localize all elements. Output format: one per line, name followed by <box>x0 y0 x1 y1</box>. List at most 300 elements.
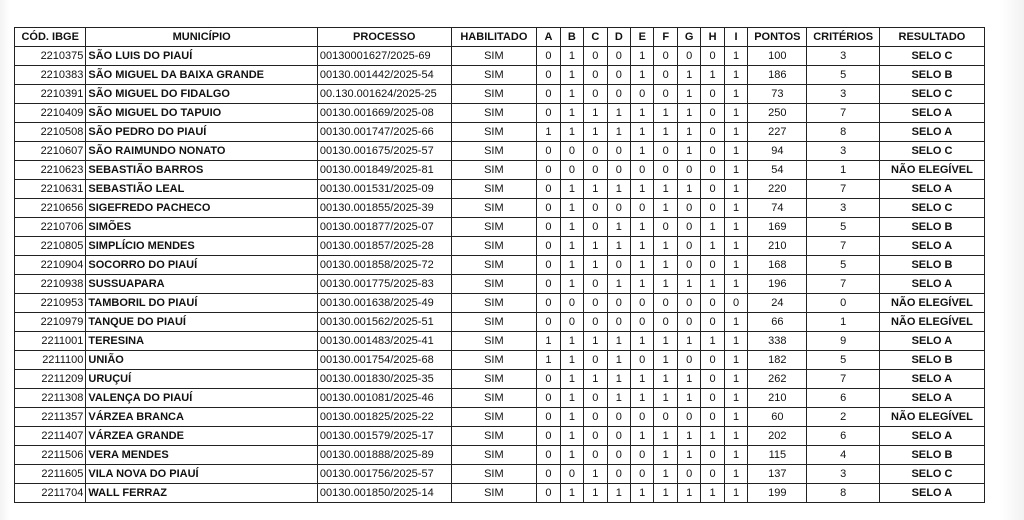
criterio-b-cell: 0 <box>560 313 583 332</box>
resultado-cell: SELO A <box>879 123 984 142</box>
criterios-count-cell: 0 <box>807 294 879 313</box>
habilitado-cell: SIM <box>451 123 537 142</box>
criterio-h-cell: 0 <box>701 161 724 180</box>
municipio-cell: URUÇUÍ <box>86 370 318 389</box>
criterio-e-cell: 1 <box>631 218 654 237</box>
processo-cell: 00130.001850/2025-14 <box>317 484 451 503</box>
processo-cell: 00130.001775/2025-83 <box>317 275 451 294</box>
criterio-d-cell: 0 <box>607 199 630 218</box>
processo-cell: 00130.001442/2025-54 <box>317 66 451 85</box>
criterio-e-cell: 0 <box>631 446 654 465</box>
cod-ibge-cell: 2211407 <box>15 427 86 446</box>
pontos-cell: 199 <box>748 484 807 503</box>
processo-cell: 00130.001756/2025-57 <box>317 465 451 484</box>
table-row <box>15 66 985 85</box>
criterio-b-cell: 1 <box>560 199 583 218</box>
table-row <box>15 123 985 142</box>
criterio-h-cell: 0 <box>701 408 724 427</box>
municipio-cell: SOCORRO DO PIAUÍ <box>86 256 318 275</box>
cod-ibge-cell: 2210631 <box>15 180 86 199</box>
table-row <box>15 351 985 370</box>
criterios-count-cell: 3 <box>807 465 879 484</box>
criterio-c-cell: 1 <box>584 256 607 275</box>
table-row <box>15 332 985 351</box>
criterio-f-cell: 1 <box>654 370 677 389</box>
table-row <box>15 199 985 218</box>
criterios-count-cell: 7 <box>807 275 879 294</box>
criterio-e-cell: 1 <box>631 370 654 389</box>
criterio-d-cell: 0 <box>607 85 630 104</box>
criterio-a-cell: 0 <box>537 389 560 408</box>
cod-ibge-cell: 2210409 <box>15 104 86 123</box>
criterio-i-cell: 1 <box>724 218 747 237</box>
criterio-i-cell: 1 <box>724 123 747 142</box>
criterio-i-cell: 1 <box>724 351 747 370</box>
criterio-a-cell: 0 <box>537 370 560 389</box>
criterio-h-cell: 1 <box>701 218 724 237</box>
criterio-b-cell: 1 <box>560 47 583 66</box>
pontos-cell: 210 <box>748 237 807 256</box>
criterio-f-cell: 0 <box>654 66 677 85</box>
criterio-h-cell: 0 <box>701 104 724 123</box>
table-row <box>15 256 985 275</box>
habilitado-cell: SIM <box>451 294 537 313</box>
criterio-f-cell: 1 <box>654 484 677 503</box>
criterio-f-cell: 1 <box>654 199 677 218</box>
municipio-cell: TAMBORIL DO PIAUÍ <box>86 294 318 313</box>
resultado-cell: SELO A <box>879 389 984 408</box>
criterio-f-cell: 1 <box>654 465 677 484</box>
resultado-cell: SELO B <box>879 66 984 85</box>
criterio-f-cell: 1 <box>654 256 677 275</box>
resultado-cell: NÃO ELEGÍVEL <box>879 161 984 180</box>
criterio-e-cell: 1 <box>631 484 654 503</box>
resultado-cell: SELO C <box>879 85 984 104</box>
criterio-h-cell: 0 <box>701 256 724 275</box>
habilitado-cell: SIM <box>451 370 537 389</box>
resultado-cell: SELO B <box>879 446 984 465</box>
criterio-g-cell: 0 <box>677 408 700 427</box>
habilitado-cell: SIM <box>451 104 537 123</box>
pontos-cell: 262 <box>748 370 807 389</box>
pontos-cell: 60 <box>748 408 807 427</box>
criterio-b-cell: 1 <box>560 351 583 370</box>
criterio-e-cell: 0 <box>631 85 654 104</box>
criterio-b-cell: 1 <box>560 370 583 389</box>
municipio-cell: SIGEFREDO PACHECO <box>86 199 318 218</box>
cod-ibge-cell: 2210383 <box>15 66 86 85</box>
criterio-g-cell: 0 <box>677 47 700 66</box>
criterio-f-cell: 0 <box>654 47 677 66</box>
table-row <box>15 408 985 427</box>
criterio-h-cell: 0 <box>701 47 724 66</box>
header-c: C <box>584 28 607 47</box>
criterio-d-cell: 1 <box>607 123 630 142</box>
criterio-h-cell: 0 <box>701 180 724 199</box>
criterio-d-cell: 1 <box>607 180 630 199</box>
criterio-e-cell: 1 <box>631 237 654 256</box>
criterio-h-cell: 0 <box>701 294 724 313</box>
criterio-h-cell: 1 <box>701 66 724 85</box>
pontos-cell: 196 <box>748 275 807 294</box>
criterio-d-cell: 0 <box>607 313 630 332</box>
processo-cell: 00130.001888/2025-89 <box>317 446 451 465</box>
criterio-a-cell: 0 <box>537 47 560 66</box>
resultado-cell: SELO C <box>879 142 984 161</box>
criterio-a-cell: 0 <box>537 66 560 85</box>
municipio-cell: VÁRZEA BRANCA <box>86 408 318 427</box>
criterio-c-cell: 0 <box>584 275 607 294</box>
criterio-d-cell: 0 <box>607 427 630 446</box>
criterio-a-cell: 1 <box>537 332 560 351</box>
criterio-c-cell: 1 <box>584 332 607 351</box>
criterio-i-cell: 1 <box>724 484 747 503</box>
pontos-cell: 250 <box>748 104 807 123</box>
habilitado-cell: SIM <box>451 180 537 199</box>
criterio-g-cell: 1 <box>677 389 700 408</box>
criterio-h-cell: 0 <box>701 370 724 389</box>
criterio-i-cell: 1 <box>724 313 747 332</box>
cod-ibge-cell: 2211001 <box>15 332 86 351</box>
header-row <box>15 28 985 47</box>
pontos-cell: 115 <box>748 446 807 465</box>
habilitado-cell: SIM <box>451 275 537 294</box>
criterio-e-cell: 1 <box>631 389 654 408</box>
criterio-h-cell: 1 <box>701 237 724 256</box>
habilitado-cell: SIM <box>451 161 537 180</box>
municipio-cell: SUSSUAPARA <box>86 275 318 294</box>
processo-cell: 00130.001579/2025-17 <box>317 427 451 446</box>
processo-cell: 00130.001857/2025-28 <box>317 237 451 256</box>
criterio-b-cell: 0 <box>560 142 583 161</box>
criterio-i-cell: 1 <box>724 85 747 104</box>
pontos-cell: 338 <box>748 332 807 351</box>
processo-cell: 00130.001531/2025-09 <box>317 180 451 199</box>
criterio-h-cell: 0 <box>701 85 724 104</box>
criterio-f-cell: 1 <box>654 104 677 123</box>
criterio-a-cell: 0 <box>537 484 560 503</box>
criterio-a-cell: 0 <box>537 294 560 313</box>
criterio-c-cell: 1 <box>584 123 607 142</box>
municipio-cell: TANQUE DO PIAUÍ <box>86 313 318 332</box>
criterio-i-cell: 1 <box>724 47 747 66</box>
resultado-cell: SELO C <box>879 199 984 218</box>
cod-ibge-cell: 2210979 <box>15 313 86 332</box>
criterio-b-cell: 1 <box>560 66 583 85</box>
municipio-cell: VERA MENDES <box>86 446 318 465</box>
criterio-b-cell: 1 <box>560 484 583 503</box>
criterio-c-cell: 0 <box>584 85 607 104</box>
criterio-b-cell: 1 <box>560 275 583 294</box>
criterio-d-cell: 1 <box>607 237 630 256</box>
header-e: E <box>631 28 654 47</box>
habilitado-cell: SIM <box>451 85 537 104</box>
pontos-cell: 73 <box>748 85 807 104</box>
cod-ibge-cell: 2210656 <box>15 199 86 218</box>
criterio-i-cell: 1 <box>724 66 747 85</box>
municipio-cell: SEBASTIÃO LEAL <box>86 180 318 199</box>
criterio-c-cell: 0 <box>584 66 607 85</box>
header-habilitado: HABILITADO <box>451 28 537 47</box>
cod-ibge-cell: 2211308 <box>15 389 86 408</box>
criterio-a-cell: 0 <box>537 446 560 465</box>
criterio-d-cell: 0 <box>607 47 630 66</box>
criterio-e-cell: 1 <box>631 180 654 199</box>
criterio-g-cell: 0 <box>677 313 700 332</box>
criterio-g-cell: 1 <box>677 370 700 389</box>
criterio-e-cell: 0 <box>631 161 654 180</box>
cod-ibge-cell: 2210375 <box>15 47 86 66</box>
criterios-count-cell: 4 <box>807 446 879 465</box>
criterio-e-cell: 1 <box>631 66 654 85</box>
table-row <box>15 104 985 123</box>
cod-ibge-cell: 2210391 <box>15 85 86 104</box>
criterio-d-cell: 0 <box>607 66 630 85</box>
processo-cell: 00130.001877/2025-07 <box>317 218 451 237</box>
criterio-g-cell: 1 <box>677 275 700 294</box>
resultado-cell: SELO C <box>879 47 984 66</box>
criterio-h-cell: 0 <box>701 351 724 370</box>
criterio-a-cell: 0 <box>537 256 560 275</box>
pontos-cell: 74 <box>748 199 807 218</box>
criterio-i-cell: 1 <box>724 427 747 446</box>
processo-cell: 00130.001562/2025-51 <box>317 313 451 332</box>
criterio-f-cell: 1 <box>654 389 677 408</box>
criterio-c-cell: 0 <box>584 446 607 465</box>
pontos-cell: 24 <box>748 294 807 313</box>
criterio-c-cell: 1 <box>584 484 607 503</box>
criterio-a-cell: 0 <box>537 180 560 199</box>
criterio-b-cell: 1 <box>560 123 583 142</box>
table-body <box>15 47 985 503</box>
cod-ibge-cell: 2211605 <box>15 465 86 484</box>
cod-ibge-cell: 2211209 <box>15 370 86 389</box>
municipio-cell: SIMÕES <box>86 218 318 237</box>
cod-ibge-cell: 2210953 <box>15 294 86 313</box>
habilitado-cell: SIM <box>451 351 537 370</box>
table-row <box>15 85 985 104</box>
resultado-cell: SELO A <box>879 370 984 389</box>
habilitado-cell: SIM <box>451 66 537 85</box>
criterio-e-cell: 0 <box>631 408 654 427</box>
municipio-cell: WALL FERRAZ <box>86 484 318 503</box>
municipio-cell: SÃO MIGUEL DO FIDALGO <box>86 85 318 104</box>
resultado-cell: SELO B <box>879 256 984 275</box>
cod-ibge-cell: 2211357 <box>15 408 86 427</box>
criterio-a-cell: 1 <box>537 123 560 142</box>
criterio-g-cell: 1 <box>677 85 700 104</box>
criterio-h-cell: 1 <box>701 427 724 446</box>
municipio-cell: TERESINA <box>86 332 318 351</box>
habilitado-cell: SIM <box>451 313 537 332</box>
criterio-i-cell: 1 <box>724 256 747 275</box>
resultado-cell: NÃO ELEGÍVEL <box>879 313 984 332</box>
pontos-cell: 186 <box>748 66 807 85</box>
habilitado-cell: SIM <box>451 408 537 427</box>
criterios-count-cell: 5 <box>807 256 879 275</box>
municipio-cell: VALENÇA DO PIAUÍ <box>86 389 318 408</box>
criterio-c-cell: 1 <box>584 465 607 484</box>
resultado-cell: SELO A <box>879 427 984 446</box>
table-row <box>15 142 985 161</box>
criterio-d-cell: 1 <box>607 275 630 294</box>
table-row <box>15 180 985 199</box>
resultado-cell: SELO A <box>879 104 984 123</box>
pontos-cell: 137 <box>748 465 807 484</box>
processo-cell: 00130.001825/2025-22 <box>317 408 451 427</box>
processo-cell: 00130.001669/2025-08 <box>317 104 451 123</box>
criterio-e-cell: 0 <box>631 294 654 313</box>
criterio-f-cell: 1 <box>654 123 677 142</box>
criterio-d-cell: 1 <box>607 218 630 237</box>
criterio-c-cell: 0 <box>584 199 607 218</box>
processo-cell: 00130001627/2025-69 <box>317 47 451 66</box>
pontos-cell: 54 <box>748 161 807 180</box>
habilitado-cell: SIM <box>451 427 537 446</box>
criterio-g-cell: 0 <box>677 256 700 275</box>
criterio-e-cell: 1 <box>631 275 654 294</box>
criterio-i-cell: 1 <box>724 446 747 465</box>
criterio-a-cell: 0 <box>537 199 560 218</box>
criterio-e-cell: 0 <box>631 351 654 370</box>
pontos-cell: 220 <box>748 180 807 199</box>
municipio-cell: VILA NOVA DO PIAUÍ <box>86 465 318 484</box>
pontos-cell: 66 <box>748 313 807 332</box>
criterio-a-cell: 0 <box>537 465 560 484</box>
header-criterios: CRITÉRIOS <box>807 28 879 47</box>
criterio-f-cell: 1 <box>654 351 677 370</box>
resultado-cell: NÃO ELEGÍVEL <box>879 408 984 427</box>
habilitado-cell: SIM <box>451 237 537 256</box>
criterio-c-cell: 0 <box>584 218 607 237</box>
criterio-d-cell: 1 <box>607 370 630 389</box>
criterio-d-cell: 0 <box>607 408 630 427</box>
criterio-h-cell: 1 <box>701 275 724 294</box>
criterio-a-cell: 0 <box>537 85 560 104</box>
results-table <box>14 27 985 503</box>
processo-cell: 00130.001081/2025-46 <box>317 389 451 408</box>
criterios-count-cell: 8 <box>807 123 879 142</box>
criterio-f-cell: 1 <box>654 237 677 256</box>
criterio-i-cell: 1 <box>724 465 747 484</box>
habilitado-cell: SIM <box>451 199 537 218</box>
criterio-h-cell: 0 <box>701 446 724 465</box>
criterios-count-cell: 2 <box>807 408 879 427</box>
criterio-i-cell: 1 <box>724 180 747 199</box>
criterio-h-cell: 0 <box>701 389 724 408</box>
criterio-c-cell: 1 <box>584 370 607 389</box>
criterio-i-cell: 1 <box>724 199 747 218</box>
criterio-f-cell: 1 <box>654 332 677 351</box>
criterio-g-cell: 1 <box>677 332 700 351</box>
municipio-cell: SEBASTIÃO BARROS <box>86 161 318 180</box>
processo-cell: 00130.001849/2025-81 <box>317 161 451 180</box>
criterio-b-cell: 1 <box>560 218 583 237</box>
table-row <box>15 484 985 503</box>
criterio-e-cell: 1 <box>631 123 654 142</box>
criterio-i-cell: 1 <box>724 237 747 256</box>
criterio-a-cell: 0 <box>537 161 560 180</box>
criterio-c-cell: 1 <box>584 237 607 256</box>
table-row <box>15 275 985 294</box>
habilitado-cell: SIM <box>451 47 537 66</box>
criterios-count-cell: 6 <box>807 389 879 408</box>
criterios-count-cell: 7 <box>807 237 879 256</box>
criterio-d-cell: 0 <box>607 161 630 180</box>
header-g: G <box>677 28 700 47</box>
habilitado-cell: SIM <box>451 465 537 484</box>
criterios-count-cell: 1 <box>807 161 879 180</box>
criterio-g-cell: 1 <box>677 66 700 85</box>
criterio-i-cell: 1 <box>724 142 747 161</box>
criterio-c-cell: 1 <box>584 104 607 123</box>
criterio-i-cell: 1 <box>724 332 747 351</box>
habilitado-cell: SIM <box>451 484 537 503</box>
criterio-f-cell: 0 <box>654 408 677 427</box>
criterio-f-cell: 1 <box>654 427 677 446</box>
header-h: H <box>701 28 724 47</box>
header-municipio: MUNICÍPIO <box>86 28 318 47</box>
municipio-cell: SÃO MIGUEL DA BAIXA GRANDE <box>86 66 318 85</box>
criterio-d-cell: 0 <box>607 446 630 465</box>
criterio-e-cell: 1 <box>631 104 654 123</box>
criterio-g-cell: 1 <box>677 180 700 199</box>
criterio-c-cell: 0 <box>584 351 607 370</box>
criterios-count-cell: 7 <box>807 370 879 389</box>
processo-cell: 00130.001754/2025-68 <box>317 351 451 370</box>
criterios-count-cell: 5 <box>807 66 879 85</box>
municipio-cell: SÃO LUIS DO PIAUÍ <box>86 47 318 66</box>
criterio-a-cell: 0 <box>537 408 560 427</box>
criterio-f-cell: 0 <box>654 294 677 313</box>
municipio-cell: UNIÃO <box>86 351 318 370</box>
table-row <box>15 47 985 66</box>
criterio-h-cell: 0 <box>701 199 724 218</box>
criterios-count-cell: 7 <box>807 180 879 199</box>
criterio-c-cell: 0 <box>584 294 607 313</box>
header-pontos: PONTOS <box>748 28 807 47</box>
criterio-i-cell: 1 <box>724 370 747 389</box>
header-d: D <box>607 28 630 47</box>
criterio-c-cell: 0 <box>584 142 607 161</box>
processo-cell: 00130.001675/2025-57 <box>317 142 451 161</box>
criterio-g-cell: 0 <box>677 465 700 484</box>
cod-ibge-cell: 2210607 <box>15 142 86 161</box>
header-b: B <box>560 28 583 47</box>
criterios-count-cell: 3 <box>807 47 879 66</box>
processo-cell: 00130.001830/2025-35 <box>317 370 451 389</box>
pontos-cell: 227 <box>748 123 807 142</box>
criterio-g-cell: 0 <box>677 218 700 237</box>
criterio-d-cell: 0 <box>607 256 630 275</box>
criterio-g-cell: 0 <box>677 351 700 370</box>
criterio-a-cell: 0 <box>537 275 560 294</box>
header-a: A <box>537 28 560 47</box>
criterio-a-cell: 1 <box>537 351 560 370</box>
municipio-cell: SIMPLÍCIO MENDES <box>86 237 318 256</box>
table-row <box>15 389 985 408</box>
criterio-i-cell: 1 <box>724 389 747 408</box>
criterio-g-cell: 1 <box>677 142 700 161</box>
table-row <box>15 370 985 389</box>
criterio-g-cell: 1 <box>677 484 700 503</box>
criterio-g-cell: 1 <box>677 104 700 123</box>
pontos-cell: 100 <box>748 47 807 66</box>
table-row <box>15 427 985 446</box>
habilitado-cell: SIM <box>451 389 537 408</box>
criterio-f-cell: 1 <box>654 446 677 465</box>
pontos-cell: 210 <box>748 389 807 408</box>
